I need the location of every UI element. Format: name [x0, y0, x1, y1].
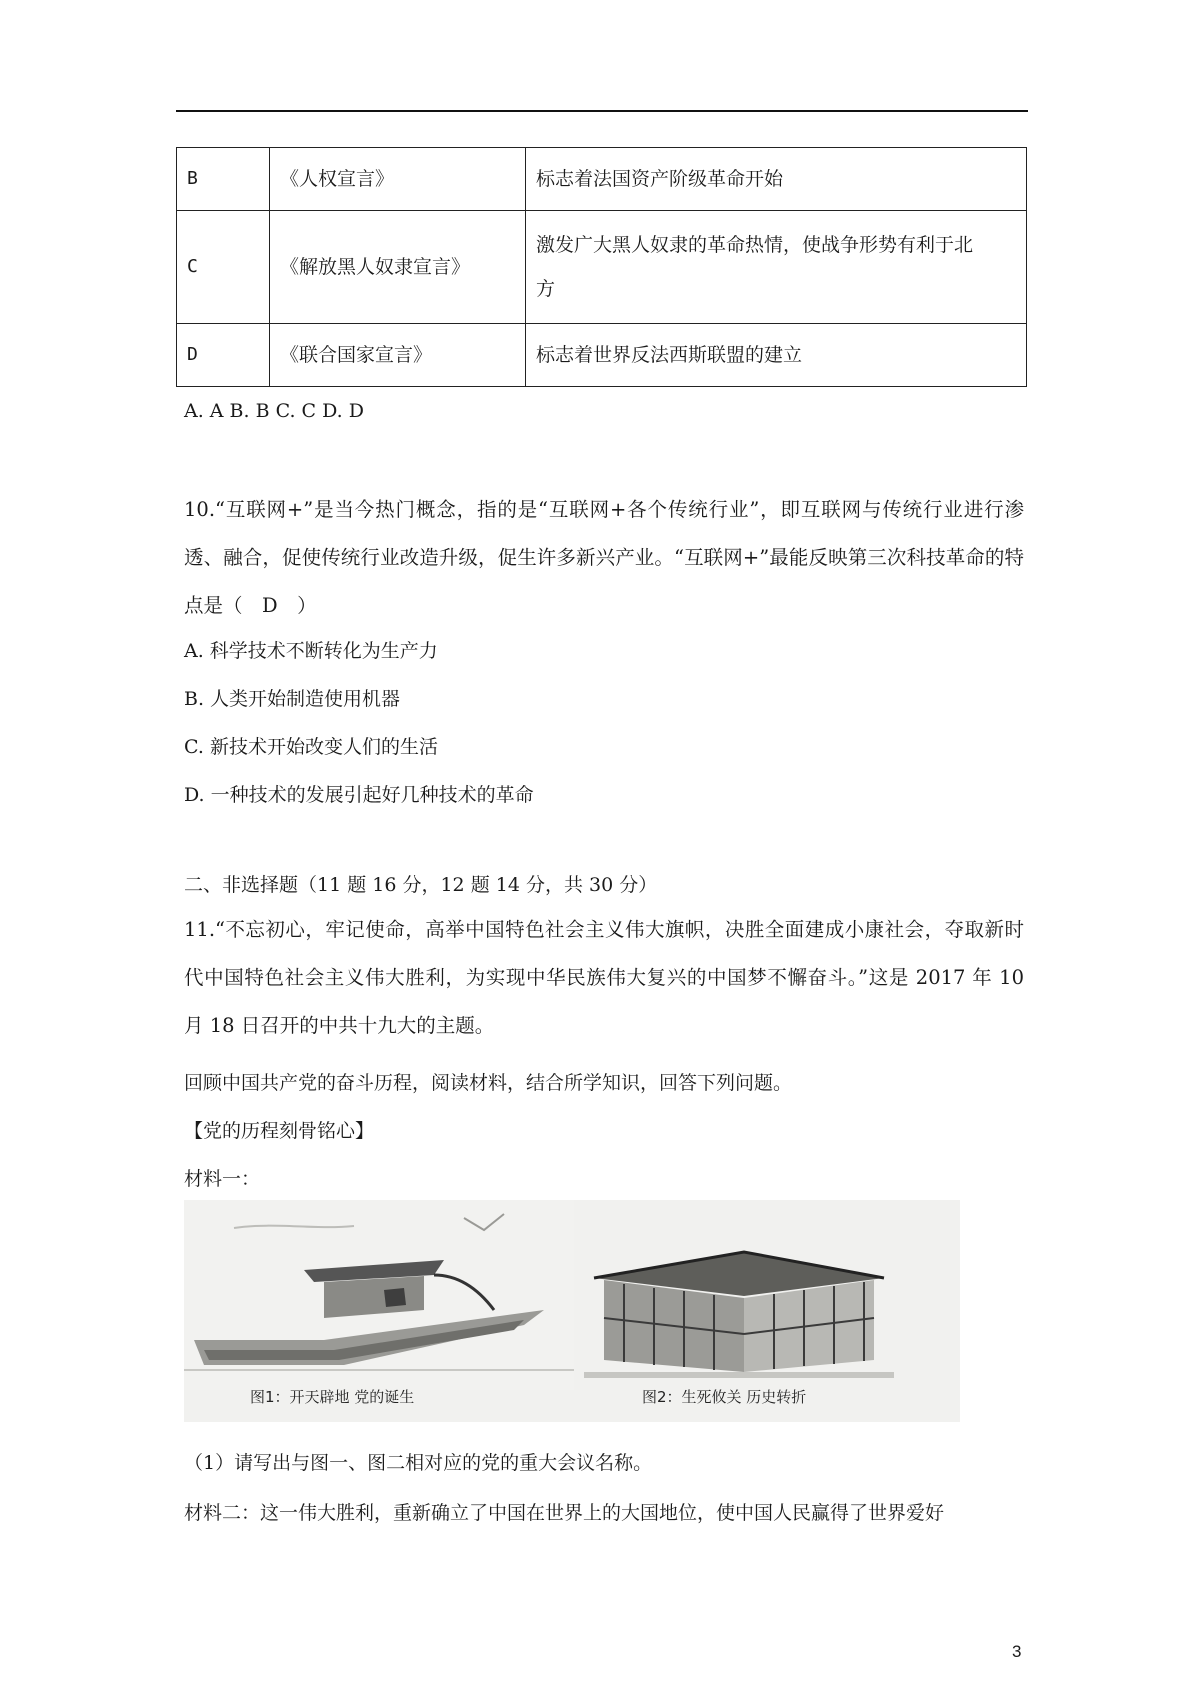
- document-name: 《人权宣言》: [270, 148, 526, 211]
- table-row: [177, 211, 1027, 324]
- q10-option-b: B. 人类开始制造使用机器: [184, 688, 401, 710]
- document-significance: 标志着法国资产阶级革命开始: [526, 148, 1027, 211]
- document-name: 《解放黑人奴隶宣言》: [270, 211, 526, 324]
- figure2-caption: 图2：生死攸关 历史转折: [642, 1388, 807, 1406]
- material2: 材料二：这一伟大胜利，重新确立了中国在世界上的大国地位，使中国人民赢得了世界爱好: [184, 1502, 945, 1524]
- row-letter: C: [177, 211, 270, 324]
- boat-on-lake-illustration: [184, 1200, 574, 1390]
- q9-options: A. A B. B C. C D. D: [184, 400, 364, 422]
- page-number: 3: [1012, 1642, 1022, 1661]
- row-letter: B: [177, 148, 270, 211]
- q10-option-a: A. 科学技术不断转化为生产力: [184, 640, 438, 662]
- q10-option-c: C. 新技术开始改变人们的生活: [184, 736, 438, 758]
- q11-sub1: （1）请写出与图一、图二相对应的党的重大会议名称。: [184, 1452, 653, 1474]
- q11-heading: 【党的历程刻骨铭心】: [184, 1120, 375, 1142]
- material1-label: 材料一：: [184, 1168, 261, 1190]
- historical-images-figure: [184, 1200, 960, 1422]
- row-letter: D: [177, 324, 270, 387]
- document-significance: [526, 211, 1027, 324]
- figure-illustrations: [184, 1200, 960, 1422]
- table-row: [177, 148, 1027, 211]
- header-rule: [176, 110, 1028, 112]
- table-row: [177, 324, 1027, 387]
- answer-options-table: [176, 147, 1027, 387]
- figure1-caption: 图1：开天辟地 党的诞生: [250, 1388, 415, 1406]
- q10-option-d: D. 一种技术的发展引起好几种技术的革命: [184, 784, 534, 806]
- significance-line: 方: [536, 278, 556, 300]
- q11-intro: 回顾中国共产党的奋斗历程，阅读材料，结合所学知识，回答下列问题。: [184, 1072, 793, 1094]
- document-name: 《联合国家宣言》: [270, 324, 526, 387]
- q11-stem: 11.“不忘初心，牢记使命，高举中国特色社会主义伟大旗帜，决胜全面建成小康社会，夺取新时代中国特色社会主义伟大胜利，为实现中华民族伟大复兴的中国梦不懈奋斗。”这是 2017 年 10 月 18 日召开的中共十九大的主题。: [184, 918, 1024, 1037]
- significance-line: 激发广大黑人奴隶的革命热情，使战争形势有利于北: [536, 234, 974, 256]
- document-significance: 标志着世界反法西斯联盟的建立: [526, 324, 1027, 387]
- section2-title: 二、非选择题（11 题 16 分，12 题 14 分，共 30 分）: [184, 874, 658, 896]
- meeting-building-illustration: [584, 1252, 894, 1378]
- q10-stem: 10.“互联网+”是当今热门概念，指的是“互联网+各个传统行业”，即互联网与传统行业进行渗透、融合，促使传统行业改造升级，促生许多新兴产业。“互联网+”最能反映第三次科技革命的特点是（ D ）: [184, 498, 1024, 617]
